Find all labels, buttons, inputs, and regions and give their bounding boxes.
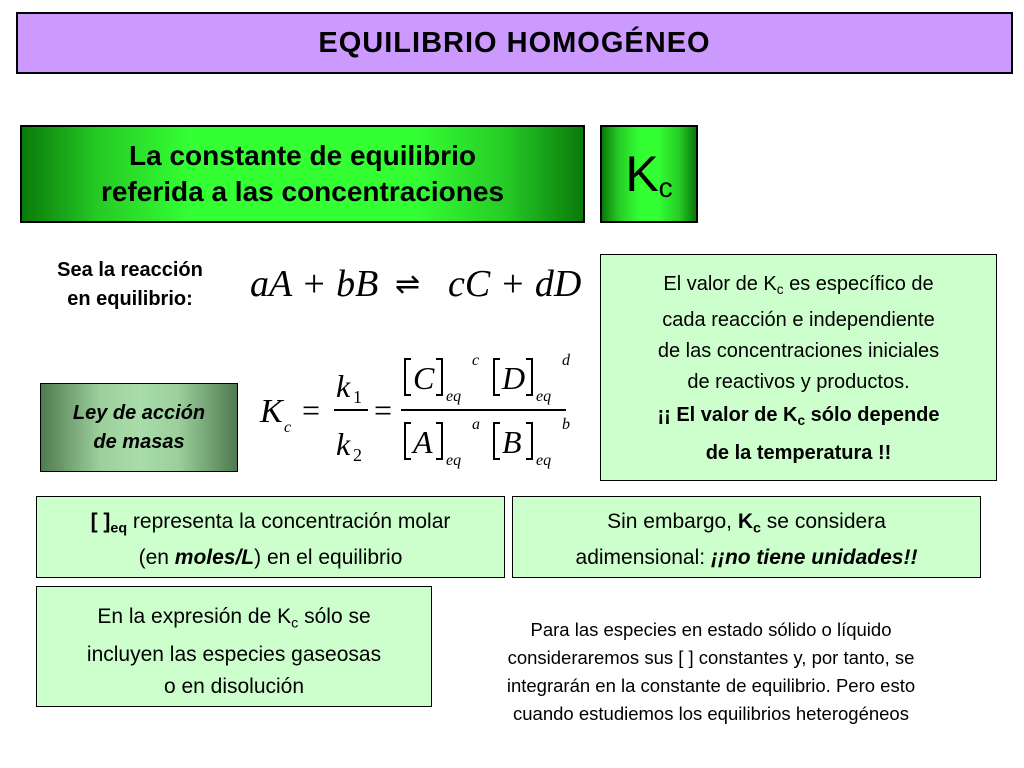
included-l1-sub: c	[291, 615, 299, 632]
kc-temperature-line-2: de la temperatura !!	[705, 442, 892, 465]
formula-k1-sub: 1	[353, 387, 362, 407]
bracket-b-open	[494, 423, 500, 459]
kc-specific-l1-sub: c	[776, 282, 784, 298]
reaction-label-line-2: en equilibrio:	[67, 288, 193, 310]
included-line-3: o en disolución	[163, 675, 305, 699]
dimensionless-box	[512, 496, 981, 578]
reaction-label	[25, 256, 235, 314]
molar-line-1	[37, 507, 504, 543]
kc-specific-l1-post: es específico de	[783, 273, 934, 295]
bracket-a-close	[436, 423, 442, 459]
bracket-d-close	[526, 359, 532, 395]
den-b-eq: eq	[536, 452, 552, 469]
formula-k1: k	[336, 368, 351, 404]
formula-equals-2: =	[374, 392, 393, 428]
den-a: A	[413, 424, 433, 460]
kc-temp-l1-pre: ¡¡ El valor de K	[657, 404, 798, 427]
num-d: D	[502, 360, 526, 396]
den-a-exp: a	[472, 416, 480, 433]
law-line-1: Ley de acción	[72, 401, 206, 424]
kc-specific-l1-pre: El valor de K	[663, 273, 777, 295]
slide-title-text: EQUILIBRIO HOMOGÉNEO	[318, 26, 711, 59]
note-line-1: Para las especies en estado sólido o líquido	[530, 619, 892, 640]
reaction-rhs: cC + dD	[448, 263, 582, 305]
reaction-lhs: aA + bB	[250, 263, 379, 305]
kc-temp-l1-sub: c	[797, 413, 806, 429]
definition-banner	[20, 125, 585, 223]
molar-line-1-text: representa la concentración molar	[127, 510, 451, 533]
dimless-l2a: adimensional:	[575, 546, 711, 570]
kc-specific-line-1	[601, 269, 996, 305]
kc-symbol	[625, 145, 672, 204]
formula-k2-sub: 2	[353, 445, 362, 465]
kc-specific-line-2: cada reacción e independiente	[662, 309, 935, 332]
kc-specific-line-4: de reactivos y productos.	[687, 371, 910, 394]
num-c: C	[413, 360, 435, 396]
num-c-exp: c	[472, 352, 480, 369]
molar-concentration-box	[36, 496, 505, 578]
slide-title	[16, 12, 1013, 74]
kc-symbol-main: K	[625, 145, 659, 202]
den-b: B	[502, 424, 522, 460]
dimensionless-line-2	[513, 543, 980, 573]
reaction-equation	[250, 258, 590, 308]
formula-k2: k	[336, 426, 351, 462]
bracket-d-open	[494, 359, 500, 395]
equilibrium-arrow: ⇌	[395, 267, 421, 302]
dimless-kc: K	[737, 510, 754, 533]
kc-symbol-box	[600, 125, 698, 223]
note-line-2: consideraremos sus [ ] constantes y, por tanto, se	[507, 647, 915, 668]
molar-line-2	[37, 543, 504, 573]
law-line-2: de masas	[93, 430, 185, 453]
bracket-a-open	[405, 423, 411, 459]
bracket-b-close	[526, 423, 532, 459]
formula-equals-1: =	[302, 392, 321, 428]
banner-line-1: La constante de equilibrio	[129, 140, 476, 171]
no-units-emphasis: ¡¡no tiene unidades!!	[710, 546, 918, 570]
included-l1a: En la expresión de K	[97, 605, 292, 628]
eq-bracket-sub: eq	[110, 520, 128, 537]
num-d-eq: eq	[536, 388, 552, 405]
molar-line-2a: (en	[138, 546, 175, 570]
kc-temp-l1-post: sólo depende	[805, 404, 940, 427]
included-line-2: incluyen las especies gaseosas	[86, 643, 382, 667]
molar-line-2c: ) en el equilibrio	[254, 546, 403, 570]
bracket-c-open	[405, 359, 411, 395]
kc-temperature-line-1	[601, 400, 996, 436]
formula-k-sub: c	[284, 419, 292, 436]
dimless-l1a: Sin embargo,	[607, 510, 738, 533]
dimless-kc-sub: c	[753, 520, 761, 537]
included-line-1	[37, 601, 431, 639]
reaction-label-line-1: Sea la reacción	[57, 259, 203, 281]
dimless-l1c: se considera	[760, 510, 886, 533]
kc-specific-box	[600, 254, 997, 481]
included-l1b: sólo se	[298, 605, 371, 628]
solid-liquid-note	[446, 616, 976, 728]
law-of-mass-action-box	[40, 383, 238, 472]
moles-per-liter: moles/L	[174, 546, 255, 570]
den-b-exp: b	[562, 416, 570, 433]
kc-specific-line-3: de las concentraciones iniciales	[657, 340, 940, 363]
eq-bracket: [ ]	[90, 510, 111, 533]
kc-formula	[256, 345, 576, 480]
kc-symbol-sub: c	[658, 171, 673, 203]
dimensionless-line-1	[513, 507, 980, 543]
bracket-c-close	[436, 359, 442, 395]
included-species-box	[36, 586, 432, 707]
formula-k: K	[260, 393, 283, 430]
num-c-eq: eq	[446, 388, 462, 405]
banner-line-2: referida a las concentraciones	[100, 176, 505, 207]
note-line-4: cuando estudiemos los equilibrios heterogéneos	[513, 703, 909, 724]
den-a-eq: eq	[446, 452, 462, 469]
note-line-3: integrarán en la constante de equilibrio. Pero esto	[506, 675, 916, 696]
num-d-exp: d	[562, 352, 570, 369]
